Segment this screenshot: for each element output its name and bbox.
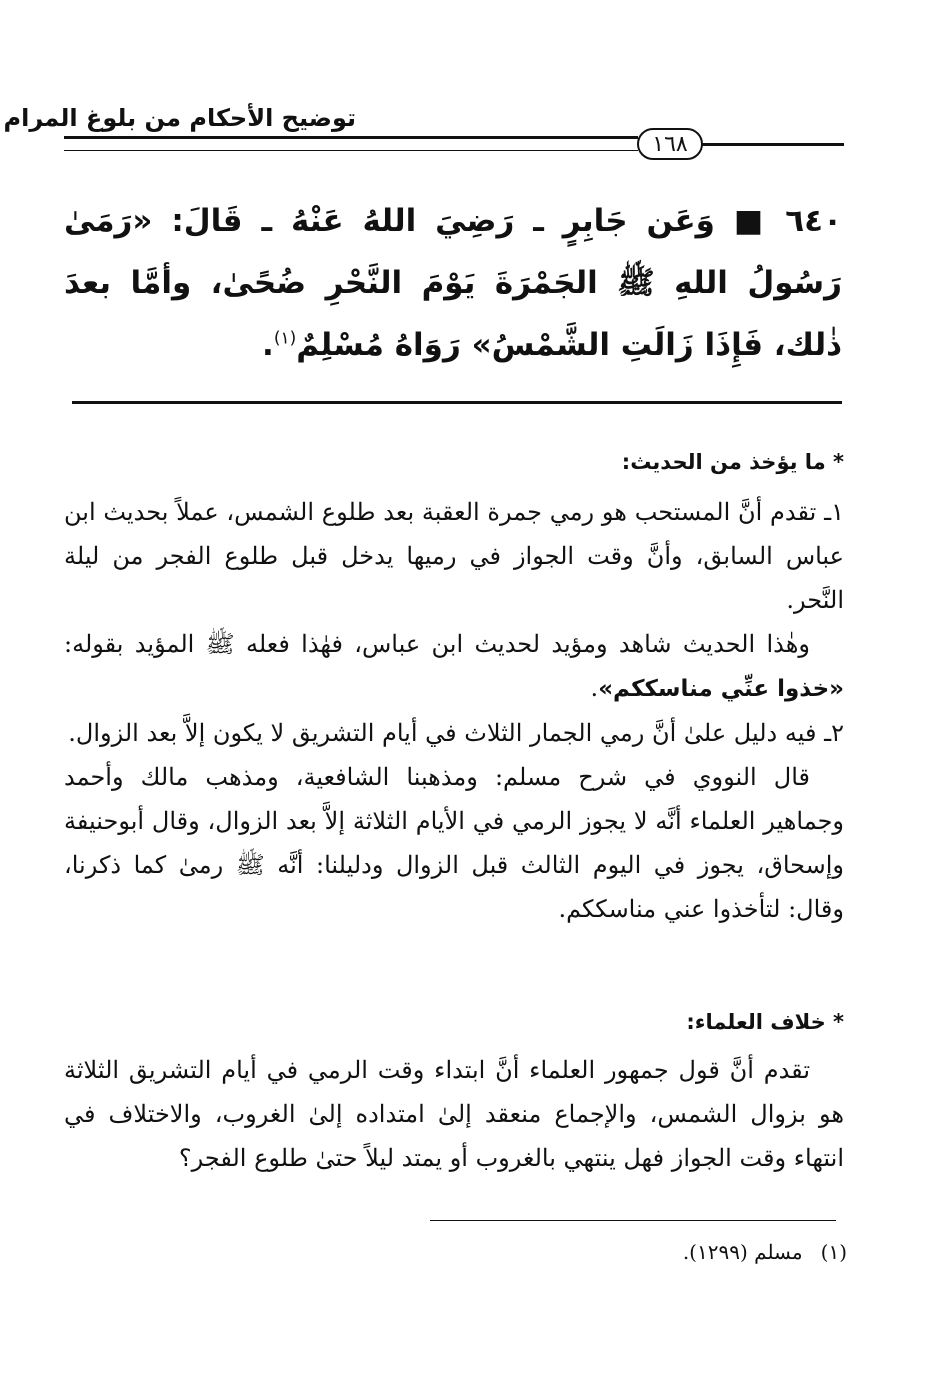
benefit-item-1-quote: «خذوا عنِّي مناسككم» — [598, 676, 844, 702]
benefit-item-1-note-end: . — [590, 674, 599, 702]
footnote-text: مسلم (١٢٩٩). — [682, 1240, 803, 1264]
footnote-rule — [430, 1220, 836, 1221]
running-title: توضيح الأحكام من بلوغ المرام — [3, 104, 356, 132]
header-rule-bottom — [64, 150, 638, 151]
disagreement-body — [64, 1048, 844, 1180]
header-rule-right — [702, 143, 844, 146]
benefit-item-1: ١ـ تقدم أنَّ المستحب هو رمي جمرة العقبة بعد طلوع الشمس، عملاً بحديث ابن عباس السابق، وأنَّ وقت الجواز في رميها يدخل قبل طلوع الفجر من ليلة النَّحر. — [64, 498, 845, 614]
footnote-ref: (١) — [273, 328, 297, 349]
hadith-dash: ■ — [714, 203, 772, 239]
benefit-item-1-note — [64, 622, 844, 711]
footnote-1 — [683, 1240, 847, 1264]
benefit-item-1-note-text: وهٰذا الحديث شاهد ومؤيد لحديث ابن عباس، فهٰذا فعله ﷺ المؤيد بقوله: — [64, 630, 810, 658]
hadith-text: وَعَن جَابِرٍ ـ رَضِيَ اللهُ عَنْهُ ـ قَالَ: «رَمَىٰ رَسُولُ اللهِ ﷺ الجَمْرَةَ يَوْمَ النَّحْرِ ضُحًىٰ، وأمَّا بعدَ ذٰلك، فَإِذَا زَالَتِ الشَّمْسُ» رَوَاهُ مُسْلِمٌ — [64, 203, 842, 363]
benefit-item-2: ٢ـ فيه دليل علىٰ أنَّ رمي الجمار الثلاث في أيام التشريق لا يكون إلاَّ بعد الزوال. — [68, 719, 844, 747]
footnote-marker: (١) — [820, 1240, 847, 1264]
header-rule-top — [64, 136, 638, 139]
disagreement-text: تقدم أنَّ قول جمهور العلماء أنَّ ابتداء وقت الرمي في أيام التشريق الثلاثة هو بزوال الشمس، والإجماع منعقد إلىٰ امتداده إلىٰ الغروب، والاختلاف في انتهاء وقت الجواز فهل ينتهي بالغروب أو يمتد ليلاً حتىٰ طلوع الفجر؟ — [64, 1056, 844, 1172]
benefits-body — [64, 490, 844, 931]
page-number: ١٦٨ — [637, 128, 703, 160]
disagreement-heading: * خلاف العلماء: — [686, 1010, 844, 1034]
benefits-heading: * ما يؤخذ من الحديث: — [621, 450, 844, 474]
hadith-block — [64, 190, 842, 376]
hadith-number: ٦٤٠ — [785, 203, 842, 239]
hadith-end: . — [262, 327, 274, 363]
nawawi-quote: قال النووي في شرح مسلم: ومذهبنا الشافعية، ومذهب مالك وأحمد وجماهير العلماء أنَّه لا يجوز الرمي في الأيام الثلاثة إلاَّ بعد الزوال، وقال أبوحنيفة وإسحاق، يجوز في اليوم الثالث قبل الزوال ودليلنا: أنَّه ﷺ رمىٰ كما ذكرنا، وقال: لتأخذوا عني مناسككم. — [64, 763, 844, 923]
section-divider — [72, 401, 842, 404]
